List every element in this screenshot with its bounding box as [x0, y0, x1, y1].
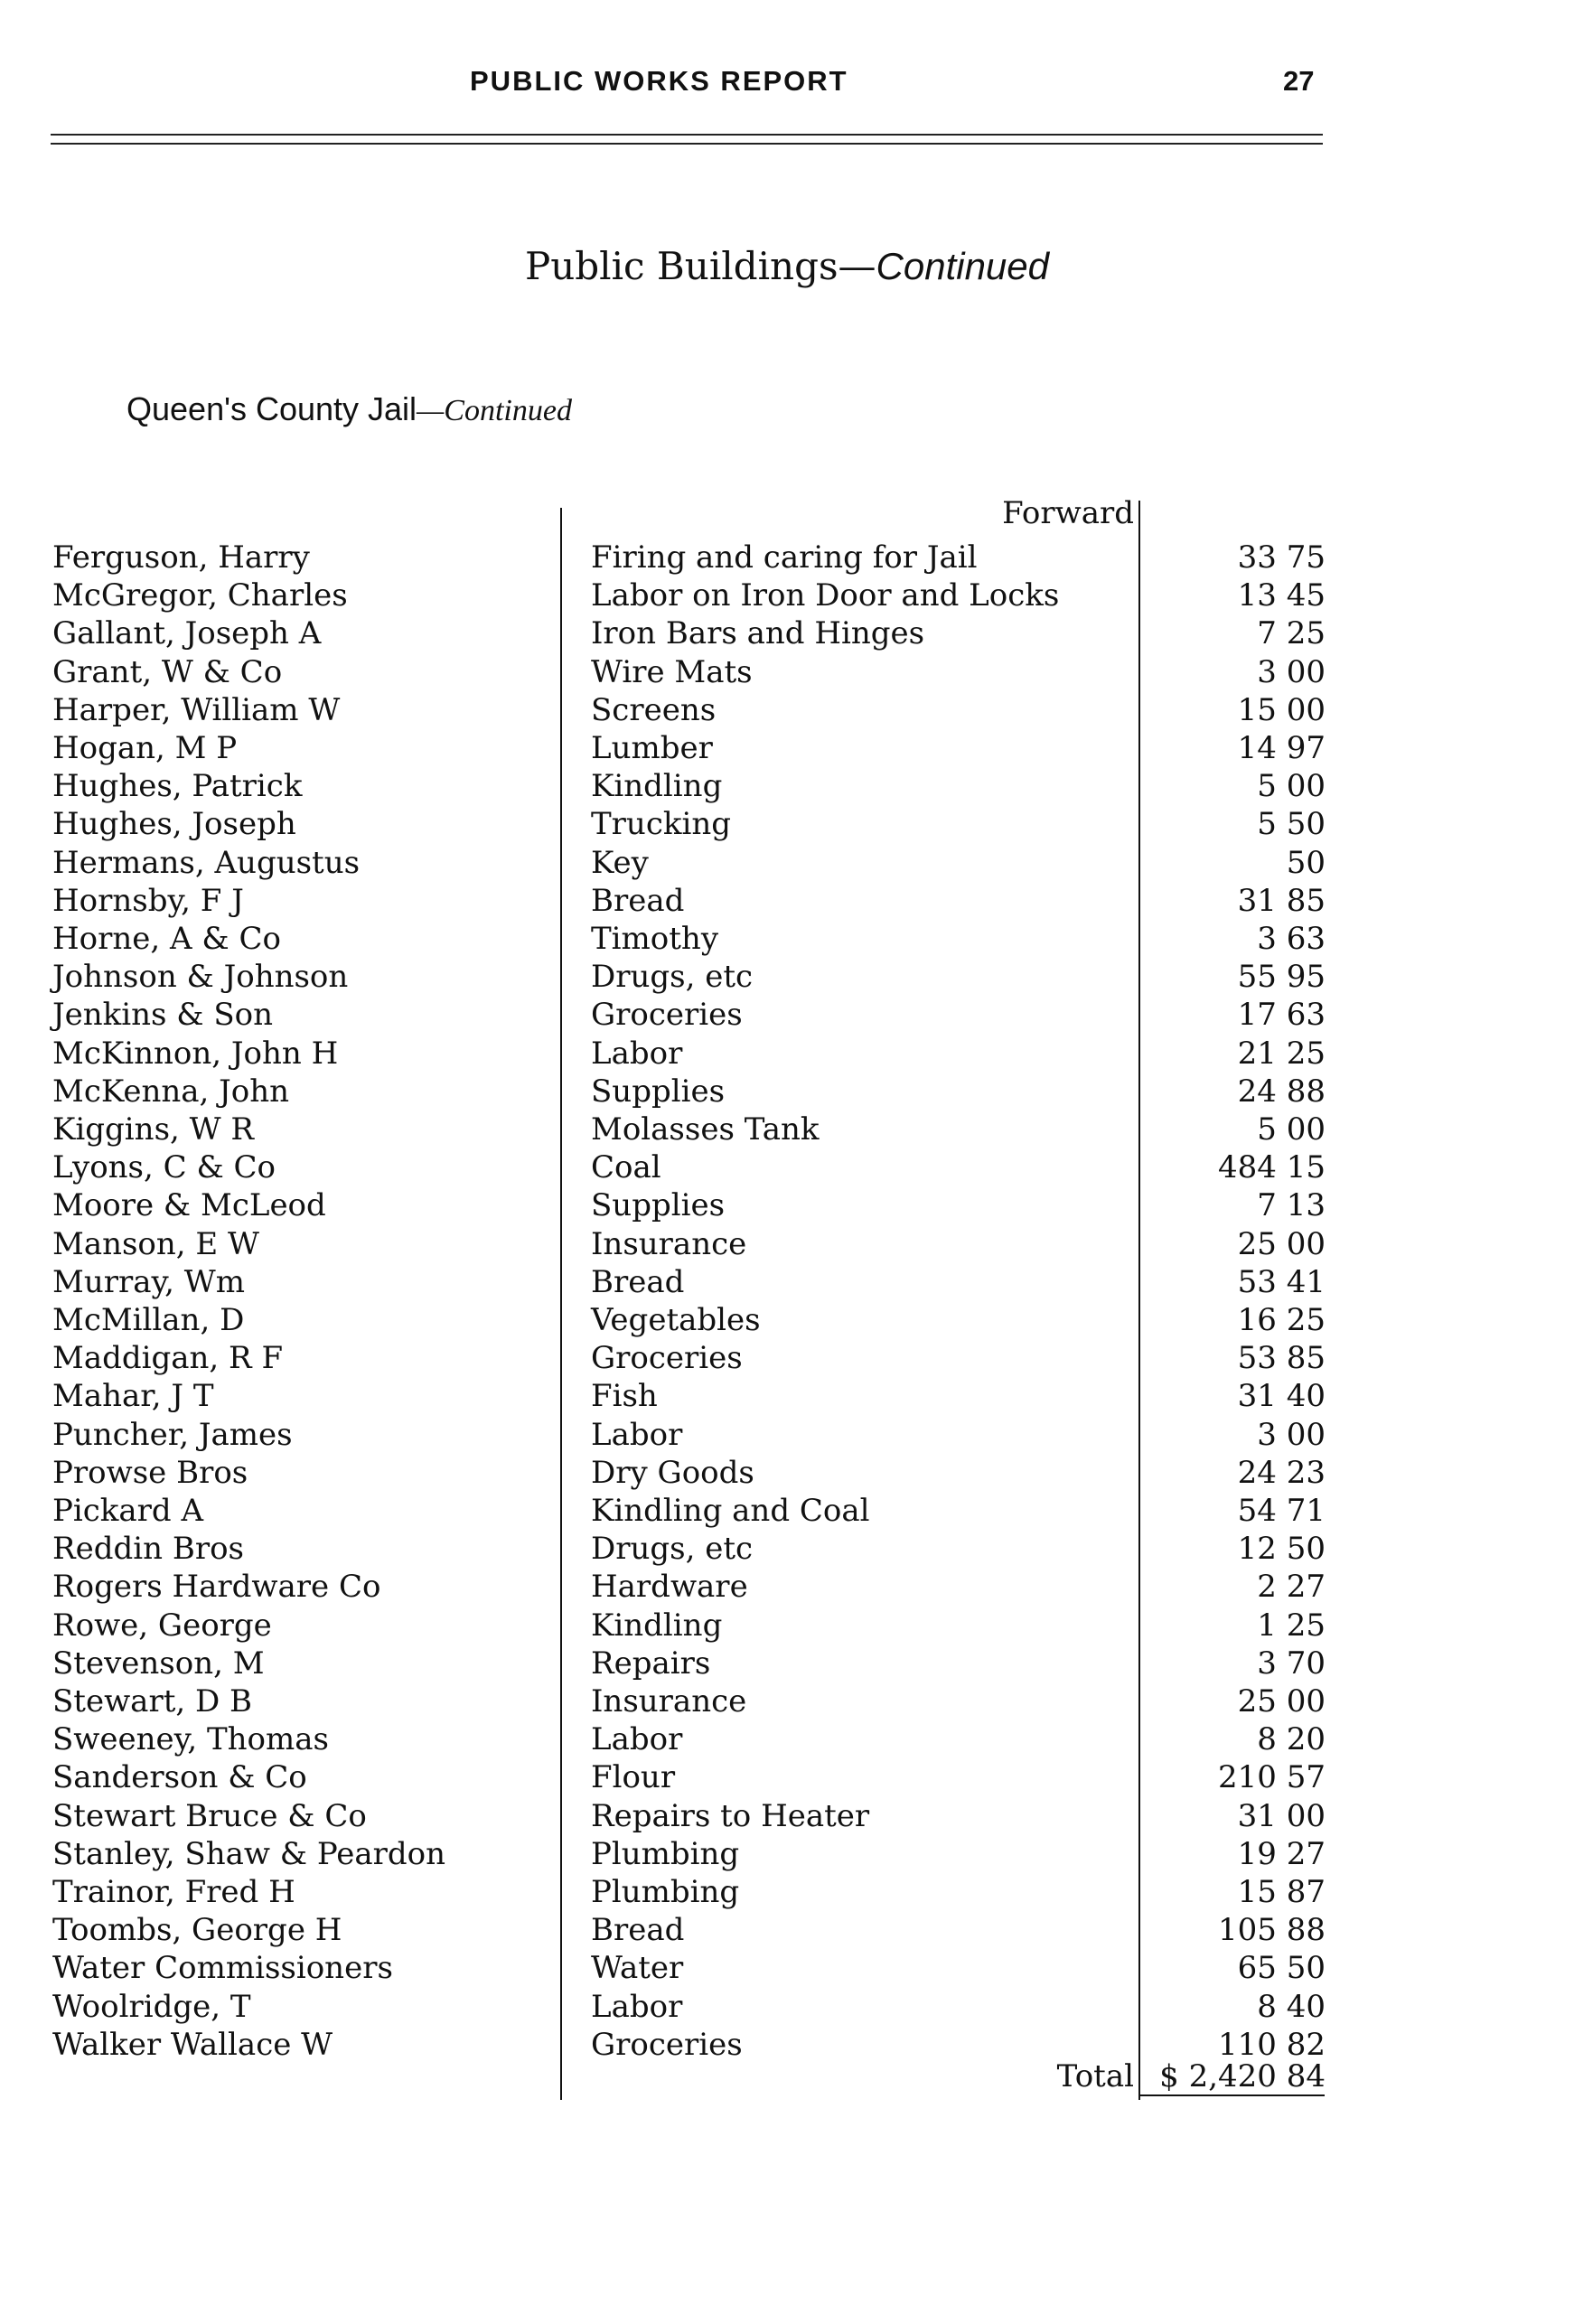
ledger-row [0, 1988, 1574, 2026]
amount-value: 25 00 [1237, 1225, 1326, 1262]
item-description: Key [591, 844, 649, 881]
payee-name: Reddin Bros [52, 1531, 244, 1568]
amount-value: 105 88 [1218, 1912, 1326, 1949]
amount-value: 24 88 [1237, 1073, 1326, 1110]
item-description: Coal [591, 1149, 661, 1186]
ledger-row [0, 1035, 1574, 1073]
amount-value: 8 20 [1257, 1721, 1326, 1758]
ledger-row [0, 805, 1574, 843]
payee-name: Walker Wallace W [52, 2026, 333, 2063]
ledger-row [0, 1073, 1574, 1110]
amount-value: 31 00 [1237, 1797, 1326, 1834]
ledger-row [0, 653, 1574, 691]
payee-name: Puncher, James [52, 1416, 293, 1453]
ledger-row [0, 996, 1574, 1034]
ledger-row [0, 1911, 1574, 1949]
payee-name: Trainor, Fred H [52, 1874, 295, 1910]
item-description: Labor [591, 1721, 683, 1758]
payee-name: Rogers Hardware Co [52, 1569, 381, 1606]
item-description: Wire Mats [591, 653, 753, 690]
ledger-row [0, 1682, 1574, 1720]
ledger-row [0, 1797, 1574, 1835]
payee-name: Harper, William W [52, 691, 341, 728]
amount-value: 7 25 [1257, 615, 1326, 652]
item-description: Trucking [591, 806, 732, 843]
item-description: Repairs [591, 1645, 711, 1682]
item-description: Groceries [591, 2026, 743, 2063]
payee-name: Gallant, Joseph A [52, 615, 322, 652]
item-description: Supplies [591, 1073, 726, 1110]
payee-name: Lyons, C & Co [52, 1149, 276, 1186]
ledger-row [0, 1110, 1574, 1148]
item-description: Fish [591, 1378, 658, 1415]
subsection-title [126, 390, 572, 428]
payee-name: Stevenson, M [52, 1645, 265, 1682]
ledger-row [0, 1454, 1574, 1492]
payee-name: Horne, A & Co [52, 921, 281, 957]
ledger-row [0, 1225, 1574, 1263]
item-description: Plumbing [591, 1835, 740, 1872]
payee-name: Rowe, George [52, 1607, 272, 1644]
item-description: Drugs, etc [591, 959, 754, 996]
ledger-row [0, 576, 1574, 614]
payee-name: Stanley, Shaw & Peardon [52, 1835, 445, 1872]
item-description: Bread [591, 1263, 685, 1300]
ledger-row [0, 1416, 1574, 1454]
item-description: Screens [591, 691, 717, 728]
item-description: Firing and caring for Jail [591, 539, 978, 576]
item-description: Vegetables [591, 1302, 761, 1338]
item-description: Dry Goods [591, 1454, 754, 1491]
payee-name: Prowse Bros [52, 1454, 248, 1491]
payee-name: McGregor, Charles [52, 577, 348, 614]
item-description: Groceries [591, 1340, 743, 1377]
payee-name: Hornsby, F J [52, 882, 244, 919]
amount-value: 8 40 [1257, 1988, 1326, 2025]
item-description: Kindling [591, 1607, 723, 1644]
amount-value: 210 57 [1218, 1759, 1326, 1796]
subsection-continued: —Continued [417, 394, 572, 427]
amount-value: 17 63 [1237, 997, 1326, 1034]
payee-name: Sweeney, Thomas [52, 1721, 329, 1758]
amount-value: 31 40 [1237, 1378, 1326, 1415]
item-description: Hardware [591, 1569, 748, 1606]
ledger-row [0, 1758, 1574, 1796]
ledger-row [0, 1377, 1574, 1415]
item-description: Insurance [591, 1225, 747, 1262]
amount-value: 65 50 [1237, 1950, 1326, 1987]
section-continued: Continued [876, 245, 1049, 287]
amount-value: 15 87 [1237, 1874, 1326, 1910]
item-description: Labor [591, 1988, 683, 2025]
payee-name: Hughes, Joseph [52, 806, 296, 843]
payee-name: McKinnon, John H [52, 1035, 339, 1072]
ledger-row [0, 1720, 1574, 1758]
item-description: Molasses Tank [591, 1111, 820, 1148]
amount-value: 33 75 [1237, 539, 1326, 576]
amount-value: 19 27 [1237, 1835, 1326, 1872]
ledger-row [0, 1492, 1574, 1530]
ledger-row [0, 767, 1574, 805]
payee-name: Water Commissioners [52, 1950, 393, 1987]
payee-name: Jenkins & Son [52, 997, 274, 1034]
item-description: Labor on Iron Door and Locks [591, 577, 1060, 614]
item-description: Bread [591, 882, 685, 919]
amount-value: 14 97 [1237, 730, 1326, 766]
amount-value: 1 25 [1257, 1607, 1326, 1644]
total-value: $ 2,420 84 [1159, 2058, 1326, 2094]
payee-name: Hermans, Augustus [52, 844, 361, 881]
amount-value: 3 63 [1257, 921, 1326, 957]
ledger-row [0, 691, 1574, 729]
amount-value: 5 50 [1257, 806, 1326, 843]
item-description: Labor [591, 1035, 683, 1072]
amount-value: 25 00 [1237, 1683, 1326, 1720]
ledger-row [0, 614, 1574, 652]
ledger-row [0, 1301, 1574, 1339]
ledger-row [0, 920, 1574, 958]
page-header [0, 65, 1574, 101]
payee-name: Pickard A [52, 1493, 204, 1529]
amount-value: 16 25 [1237, 1302, 1326, 1338]
amount-value: 7 13 [1257, 1187, 1326, 1224]
item-description: Kindling and Coal [591, 1493, 870, 1529]
amount-value: 3 00 [1257, 653, 1326, 690]
amount-value: 5 00 [1257, 1111, 1326, 1148]
amount-value: 53 85 [1237, 1340, 1326, 1377]
item-description: Labor [591, 1416, 683, 1453]
amount-value: 55 95 [1237, 959, 1326, 996]
payee-name: Woolridge, T [52, 1988, 251, 2025]
item-description: Iron Bars and Hinges [591, 615, 925, 652]
item-description: Flour [591, 1759, 676, 1796]
payee-name: Ferguson, Harry [52, 539, 310, 576]
section-title-text: Public Buildings— [524, 244, 876, 288]
ledger-row [0, 1645, 1574, 1682]
payee-name: Murray, Wm [52, 1263, 245, 1300]
item-description: Insurance [591, 1683, 747, 1720]
payee-name: Kiggins, W R [52, 1111, 254, 1148]
payee-name: Hughes, Patrick [52, 768, 303, 805]
item-description: Repairs to Heater [591, 1797, 870, 1834]
report-title: PUBLIC WORKS REPORT [470, 65, 848, 97]
ledger-row [0, 958, 1574, 996]
amount-value: 13 45 [1237, 577, 1326, 614]
total-label: Total [1056, 2058, 1134, 2094]
ledger-row [0, 1263, 1574, 1301]
item-description: Groceries [591, 997, 743, 1034]
payee-name: Stewart Bruce & Co [52, 1797, 367, 1834]
amount-value: 15 00 [1237, 691, 1326, 728]
amount-value: 50 [1286, 844, 1326, 881]
payee-name: McMillan, D [52, 1302, 245, 1338]
payee-name: Toombs, George H [52, 1912, 342, 1949]
section-title [0, 244, 1574, 288]
amount-value: 21 25 [1237, 1035, 1326, 1072]
amount-value: 2 27 [1257, 1569, 1326, 1606]
header-rule-bottom [51, 143, 1323, 145]
ledger-row [0, 1148, 1574, 1186]
ledger-row [0, 1873, 1574, 1911]
item-description: Lumber [591, 730, 713, 766]
payee-name: Maddigan, R F [52, 1340, 284, 1377]
subsection-title-text: Queen's County Jail [126, 390, 417, 427]
item-description: Supplies [591, 1187, 726, 1224]
ledger-row [0, 882, 1574, 920]
total-row [0, 2057, 1574, 2096]
payee-name: Stewart, D B [52, 1683, 253, 1720]
header-rule-top [51, 134, 1323, 136]
payee-name: Moore & McLeod [52, 1187, 326, 1224]
ledger-row [0, 1949, 1574, 1987]
ledger-row [0, 1530, 1574, 1568]
amount-value: 484 15 [1218, 1149, 1326, 1186]
ledger-row [0, 844, 1574, 882]
ledger-row [0, 539, 1574, 576]
amount-value: 31 85 [1237, 882, 1326, 919]
ledger-row [0, 1835, 1574, 1873]
amount-value: 5 00 [1257, 768, 1326, 805]
forward-label: Forward [1002, 495, 1134, 531]
item-description: Plumbing [591, 1874, 740, 1910]
total-underline [1140, 2094, 1325, 2096]
payee-name: Manson, E W [52, 1225, 259, 1262]
amount-value: 54 71 [1237, 1493, 1326, 1529]
payee-name: Hogan, M P [52, 730, 238, 766]
item-description: Bread [591, 1912, 685, 1949]
payee-name: Johnson & Johnson [52, 959, 349, 996]
page-number: 27 [1283, 65, 1315, 97]
item-description: Timothy [591, 921, 719, 957]
ledger-row [0, 729, 1574, 767]
ledger-row [0, 1607, 1574, 1645]
item-description: Kindling [591, 768, 723, 805]
payee-name: Mahar, J T [52, 1378, 214, 1415]
ledger-row [0, 1186, 1574, 1224]
payee-name: Grant, W & Co [52, 653, 283, 690]
amount-value: 12 50 [1237, 1531, 1326, 1568]
item-description: Drugs, etc [591, 1531, 754, 1568]
amount-value: 24 23 [1237, 1454, 1326, 1491]
payee-name: McKenna, John [52, 1073, 290, 1110]
ledger-row [0, 1568, 1574, 1606]
item-description: Water [591, 1950, 684, 1987]
amount-value: 3 00 [1257, 1416, 1326, 1453]
ledger-row [0, 1339, 1574, 1377]
amount-value: 3 70 [1257, 1645, 1326, 1682]
amount-value: 110 82 [1218, 2026, 1326, 2063]
amount-value: 53 41 [1237, 1263, 1326, 1300]
payee-name: Sanderson & Co [52, 1759, 307, 1796]
